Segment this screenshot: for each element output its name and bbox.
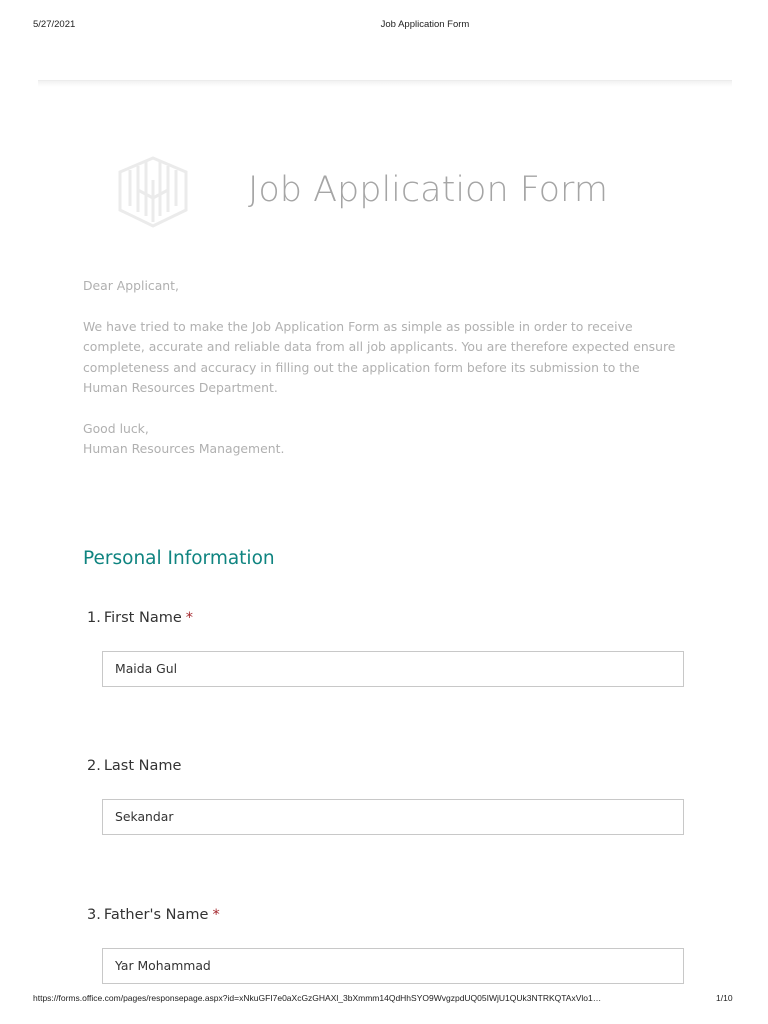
question-number: 3. bbox=[87, 907, 101, 923]
question-label: Last Name bbox=[103, 758, 182, 774]
print-header-date: 5/27/2021 bbox=[33, 19, 76, 30]
fathers-name-field[interactable]: Yar Mohammad bbox=[102, 948, 684, 984]
print-header-title: Job Application Form bbox=[380, 19, 470, 30]
question-number: 2. bbox=[87, 758, 101, 774]
question-label: Father's Name bbox=[103, 907, 209, 923]
first-name-field[interactable]: Maida Gul bbox=[102, 651, 684, 687]
section-title: Personal Information bbox=[83, 548, 275, 569]
question-last-name bbox=[87, 758, 185, 774]
form-title: Job Application Form bbox=[248, 170, 608, 210]
required-mark: * bbox=[212, 907, 220, 923]
required-mark: * bbox=[185, 610, 193, 626]
intro-greeting: Dear Applicant, bbox=[83, 278, 179, 293]
intro-closing-1: Good luck, bbox=[83, 420, 149, 436]
question-fathers-name bbox=[87, 907, 220, 923]
intro-closing-2: Human Resources Management. bbox=[83, 441, 285, 456]
print-footer-url: https://forms.office.com/pages/responsepage.aspx?id=xNkuGFI7e0aXcGzGHAXl_3bXmmm14QdHhSYO9WvgzpdUQ05IWjU1QUk3NTRKQTAxVlo1… bbox=[33, 993, 602, 1003]
print-footer-page: 1/10 bbox=[716, 993, 733, 1003]
book-logo-icon bbox=[108, 150, 198, 230]
form-top-divider bbox=[38, 80, 732, 87]
form-intro bbox=[83, 276, 688, 460]
last-name-field[interactable]: Sekandar bbox=[102, 799, 684, 835]
question-first-name bbox=[87, 610, 193, 626]
question-label: First Name bbox=[103, 610, 182, 626]
intro-body: We have tried to make the Job Application Form as simple as possible in order to receive complete, accurate and reliable data from all job applicants. You are therefore expected ensure completeness and accuracy in filling out the application form before its submission to the Human Resources Department. bbox=[83, 318, 676, 395]
question-number: 1. bbox=[87, 610, 101, 626]
